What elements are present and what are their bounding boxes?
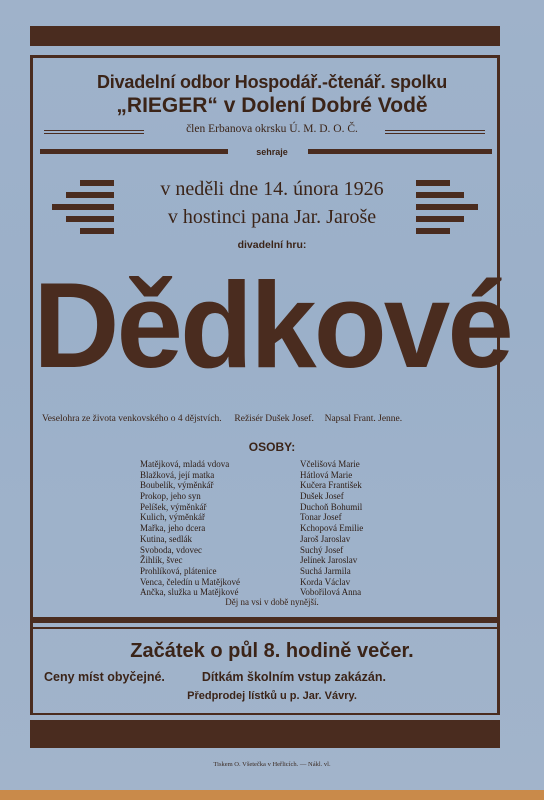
cast-actor: Jaroš Jaroslav (300, 533, 351, 544)
cast-role: Kulich, výměnkář (140, 512, 205, 523)
event-date: v neděli dne 14. února 1926 (160, 178, 384, 200)
cast-actor: Tonar Josef (300, 512, 342, 523)
cast-row (140, 523, 400, 534)
cast-role: Prokop, jeho syn (140, 491, 201, 502)
header-society: Divadelní odbor Hospodář.-čtenář. spolku (96, 72, 448, 92)
cast-role: Prohlíková, plátenice (140, 565, 217, 576)
cast-row (140, 577, 400, 588)
cast-role: Ančka, služka u Matějkové (140, 587, 239, 598)
play-title: Dědkové (33, 257, 511, 393)
cast-row (140, 459, 400, 470)
cast-actor: Suchá Jarmila (300, 565, 351, 576)
cast-role: Matějková, mladá vdova (140, 459, 230, 469)
cast-row (140, 470, 400, 481)
right-decorative-rule (385, 130, 485, 134)
cast-actor: Vobořilová Anna (300, 587, 362, 598)
cast-row (140, 480, 400, 491)
cast-actor: Jelínek Jaroslav (300, 555, 358, 566)
cast-role: Boubelík, výměnkář (140, 480, 214, 491)
cast-list (140, 459, 400, 598)
header-membership: člen Erbanova okrsku Ú. M. D. O. Č. (186, 123, 358, 135)
subtitle-author: Napsal Frant. Jenne. (324, 414, 403, 424)
cast-actor: Suchý Josef (300, 544, 344, 555)
header-club-name: „RIEGER“ v Dolení Dobré Vodě (116, 94, 428, 117)
cast-role: Žihlík, švec (140, 555, 183, 566)
cast-actor: Kchopová Emilie (300, 523, 364, 534)
cast-actor: Dušek Josef (300, 491, 344, 502)
subtitle-line (42, 414, 502, 424)
bottom-edge-strip (0, 790, 544, 800)
header-performs: sehraje (256, 147, 288, 157)
subtitle-genre: Veselohra ze života venkovského o 4 dějstvích. (42, 414, 222, 424)
cast-actor: Duchoň Bohumil (300, 501, 363, 512)
footer-prices: Ceny míst obyčejné. (44, 670, 165, 684)
cast-actor: Korda Václav (300, 576, 351, 587)
top-border-bar (30, 26, 500, 46)
header-rule-right (308, 149, 492, 154)
cast-actor: Hátlová Marie (300, 469, 353, 480)
cast-role: Svoboda, vdovec (140, 544, 202, 555)
cast-row (140, 555, 400, 566)
footer-top-rule (30, 617, 500, 623)
cast-role: Kutina, sedlák (140, 533, 192, 544)
cast-row (140, 545, 400, 556)
cast-role: Blažková, její matka (140, 469, 215, 480)
footer-top-rule-2 (30, 627, 500, 629)
top-thin-rule (30, 55, 500, 58)
event-place: v hostinci pana Jar. Jaroše (167, 206, 377, 228)
cast-row (140, 566, 400, 577)
cast-row (140, 491, 400, 502)
cast-role: Pelíšek, výměnkář (140, 501, 207, 512)
cast-setting: Děj na vsi v době nynější. (225, 597, 319, 607)
cast-row (140, 534, 400, 545)
cast-heading: OSOBY: (248, 440, 296, 454)
footer-children: Dítkám školním vstup zakázán. (201, 670, 386, 684)
footer-info-line (44, 670, 504, 684)
cast-row (140, 512, 400, 523)
cast-role: Mařka, jeho dcera (140, 523, 206, 534)
footer-bottom-bar (30, 720, 500, 748)
cast-actor: Kučera František (300, 480, 362, 491)
subtitle-director: Režisér Dušek Josef. (234, 414, 314, 424)
footer-start-time: Začátek o půl 8. hodině večer. (130, 640, 414, 662)
cast-row (140, 502, 400, 513)
footer-presale: Předprodej lístků u p. Jar. Vávry. (187, 690, 357, 702)
printer-imprint: Tiskem O. Všetečka v Heřlicích. — Nákl. vl. (213, 761, 331, 768)
cast-role: Venca, čeledín u Matějkové (140, 576, 240, 587)
cast-actor: Včelišová Marie (300, 459, 360, 469)
footer-bottom-rule (30, 713, 500, 715)
event-intro: divadelní hru: (237, 239, 307, 251)
